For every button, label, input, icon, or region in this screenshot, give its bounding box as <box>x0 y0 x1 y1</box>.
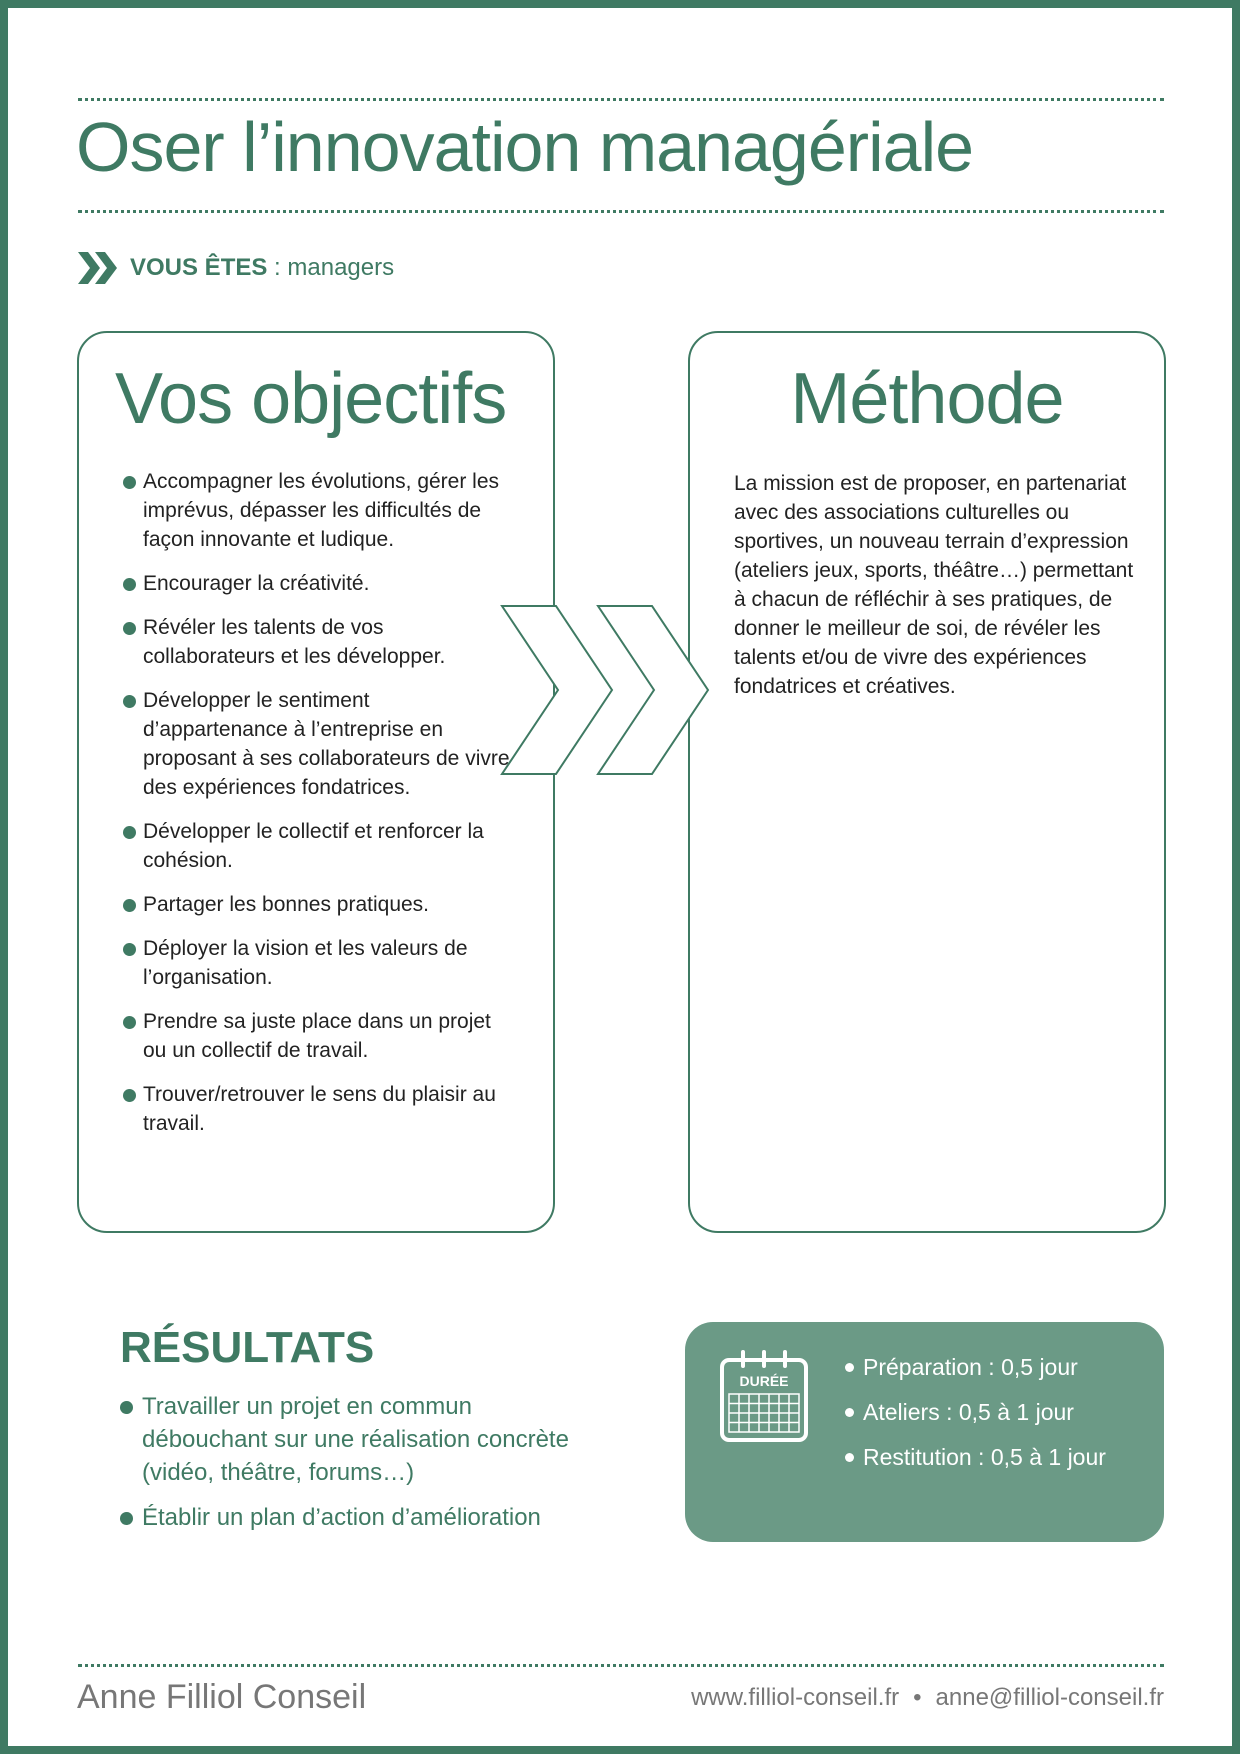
bullet-icon <box>120 1401 133 1414</box>
bullet-icon <box>123 578 136 591</box>
bullet-icon <box>123 826 136 839</box>
bullet-icon <box>123 899 136 912</box>
calendar-icon <box>719 1350 809 1444</box>
list-item: Restitution : 0,5 à 1 jour <box>845 1442 1106 1472</box>
method-panel <box>688 331 1166 1233</box>
list-item: Préparation : 0,5 jour <box>845 1352 1106 1382</box>
list-item: Partager les bonnes pratiques. <box>123 890 513 919</box>
list-item: Trouver/retrouver le sens du plaisir au travail. <box>123 1080 513 1138</box>
bullet-icon <box>845 1408 854 1417</box>
bullet-icon <box>845 1363 854 1372</box>
footer-dotted-divider <box>78 1664 1164 1667</box>
footer-contact <box>691 1686 1164 1710</box>
list-item: Déployer la vision et les valeurs de l’organisation. <box>123 934 513 992</box>
duration-box <box>685 1322 1164 1542</box>
results-heading: RÉSULTATS <box>120 1323 375 1372</box>
list-item: Révéler les talents de vos collaborateurs et les développer. <box>123 613 513 671</box>
top-dotted-divider <box>78 98 1164 101</box>
title-dotted-divider <box>78 210 1164 213</box>
list-item: Ateliers : 0,5 à 1 jour <box>845 1397 1106 1427</box>
bullet-icon <box>123 1016 136 1029</box>
arrow-chevrons-icon <box>498 604 714 776</box>
audience-value: : managers <box>267 254 395 281</box>
bullet-icon <box>845 1453 854 1462</box>
list-item: Développer le sentiment d’appartenance à l’entreprise en proposant à ses collaborateurs de vivre des expériences fondatrices. <box>123 686 513 802</box>
objectives-panel <box>77 331 555 1233</box>
footer-separator: • <box>913 1684 922 1711</box>
bullet-icon <box>123 476 136 489</box>
bullet-icon <box>123 1089 136 1102</box>
objectives-list <box>123 467 513 1153</box>
list-item: Accompagner les évolutions, gérer les imprévus, dépasser les difficultés de façon innovante et ludique. <box>123 467 513 554</box>
audience-label: VOUS ÊTES <box>130 254 268 281</box>
method-text: La mission est de proposer, en partenariat avec des associations culturelles ou sportives, un nouveau terrain d’expression (ateliers jeux, sports, théâtre…) permettant à chacun de réfléchir à ses pratiques, de donner le meilleur de soi, de révéler les talents et/ou de vivre des expériences fondatrices et créatives. <box>734 472 1134 698</box>
duration-list <box>845 1352 1106 1487</box>
bullet-icon <box>123 943 136 956</box>
list-item: Encourager la créativité. <box>123 569 513 598</box>
list-item: Travailler un projet en commun débouchant sur une réalisation concrète (vidéo, théâtre, forums…) <box>120 1390 580 1489</box>
calendar-label: DURÉE <box>739 1373 789 1389</box>
page-title: Oser l’innovation managériale <box>76 108 974 186</box>
audience-line <box>78 252 394 284</box>
list-item: Prendre sa juste place dans un projet ou un collectif de travail. <box>123 1007 513 1065</box>
results-list <box>120 1390 580 1546</box>
objectives-heading: Vos objectifs <box>115 359 507 439</box>
website-link[interactable]: www.filliol-conseil.fr <box>691 1684 900 1711</box>
method-heading: Méthode <box>790 359 1064 439</box>
email-link[interactable]: anne@filliol-conseil.fr <box>935 1684 1164 1711</box>
bullet-icon <box>120 1512 133 1525</box>
bullet-icon <box>123 622 136 635</box>
bullet-icon <box>123 695 136 708</box>
footer-brand: Anne Filliol Conseil <box>77 1678 367 1716</box>
list-item: Établir un plan d’action d’amélioration <box>120 1501 580 1534</box>
double-chevron-icon <box>78 252 120 284</box>
list-item: Développer le collectif et renforcer la cohésion. <box>123 817 513 875</box>
